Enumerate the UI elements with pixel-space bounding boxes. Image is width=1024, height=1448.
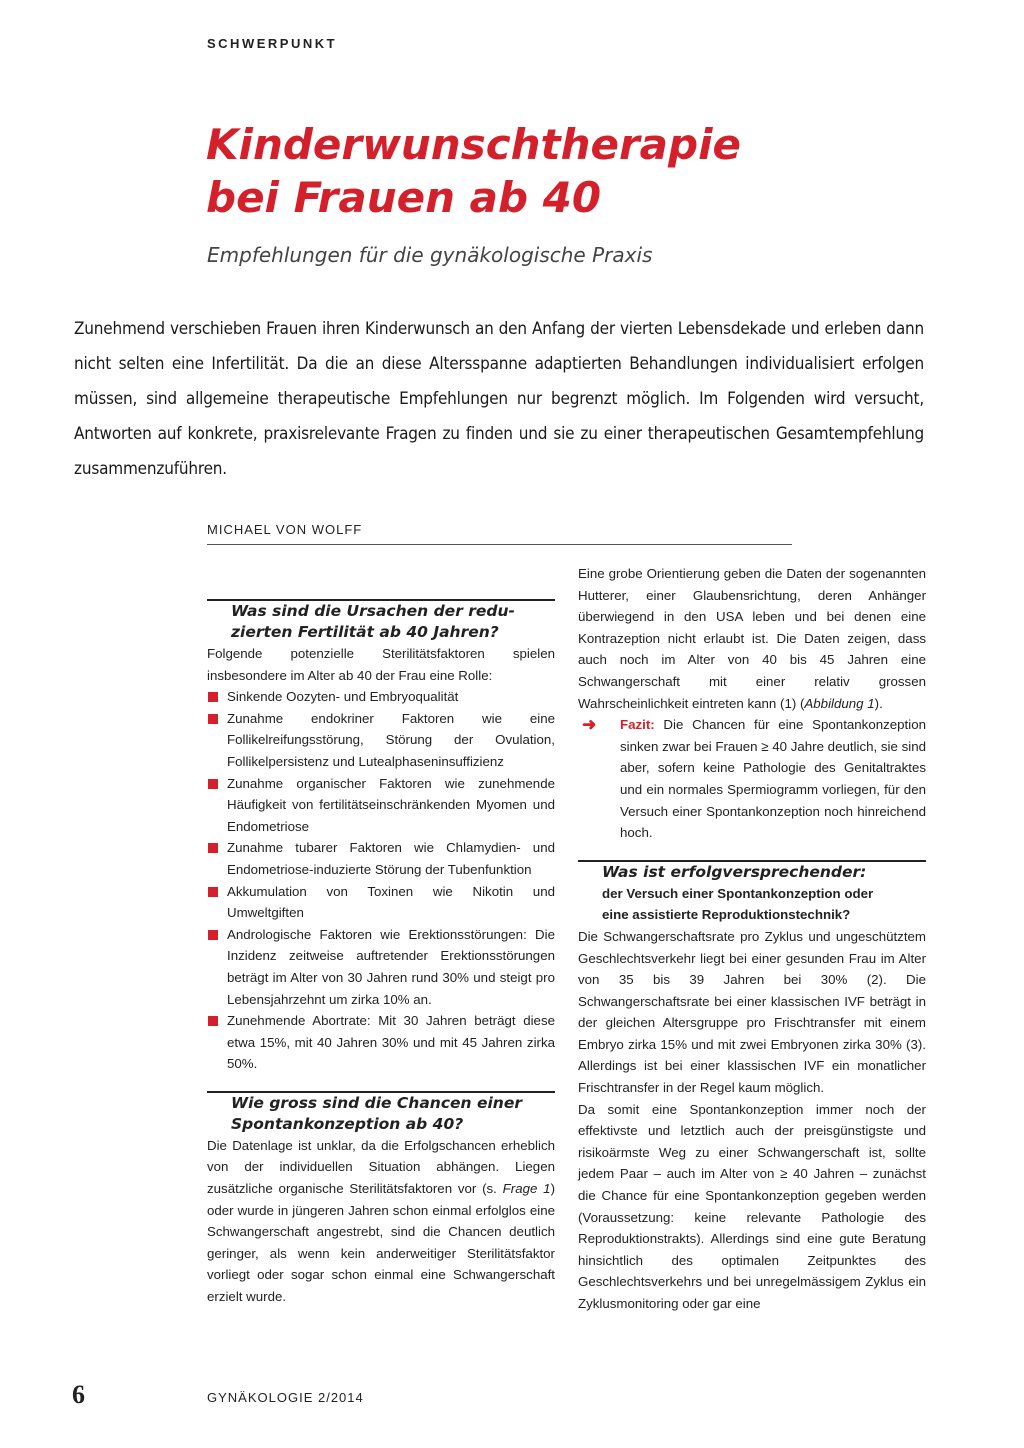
list-item: Akkumulation von Toxinen wie Nikotin und Umweltgiften: [207, 881, 555, 924]
author-divider: [207, 544, 792, 545]
question-heading-2: Wie gross sind die Chancen einer Spontankonzeption ab 40?: [231, 1093, 522, 1133]
left-column: [207, 591, 555, 1308]
bullet-icon: [208, 930, 218, 940]
list-item: Zunehmende Abortrate: Mit 30 Jahren beträgt diese etwa 15%, mit 40 Jahren 30% und mit 45 Jahren zirka 50%.: [207, 1010, 555, 1075]
bullet-icon: [208, 887, 218, 897]
question-3-answer-cont: Da somit eine Spontankonzeption immer noch der effektivste und letztlich auch der preisgünstigste und risikoärmste Weg zu einer Schwangerschaft ist, sollte jedem Paar – auch im Alter von ≥ 40 Jahren – zunächst die Chance für eine Spontankonzeption gegeben werden (Voraussetzung: keine relevante Pathologie des Reproduktionstrakts). Allerdings sind eine gute Beratung hinsichtlich des optimalen Zeitpunktes des Geschlechtsverkehrs und bei unregelmässigem Zyklus ein Zyklusmonitoring oder gar eine: [578, 1101, 926, 1311]
article-subtitle: Empfehlungen für die gynäkologische Praxis: [207, 243, 653, 267]
right-column: [578, 563, 926, 1315]
question-1-intro: Folgende potenzielle Sterilitätsfaktoren spielen insbesondere im Alter ab 40 der Frau eine Rolle:: [207, 646, 555, 683]
author-byline: MICHAEL VON WOLFF: [207, 522, 363, 537]
arrow-right-icon: ➜: [582, 715, 597, 735]
fazit-label: Fazit:: [620, 717, 655, 733]
question-heading-1: Was sind die Ursachen der redu- zierten Fertilität ab 40 Jahren?: [231, 602, 515, 641]
question-subheading: der Versuch einer Spontankonzeption oder eine assistierte Reproduktionstechnik?: [602, 885, 874, 923]
lead-paragraph: Zunehmend verschieben Frauen ihren Kinderwunsch an den Anfang der vierten Lebensdekade und erleben dann nicht selten eine Infertilität. Da die an diese Altersspanne adaptierten Behandlungen individualisiert erfolgen müssen, sind allgemeine therapeutische Empfehlungen nur begrenzt möglich. Im Folgenden wird versucht, Antworten auf konkrete, praxisrelevante Fragen zu finden und sie zu einer therapeutischen Gesamtempfehlung zusammenzuführen.: [74, 319, 924, 479]
bullet-icon: [208, 779, 218, 789]
title-line-2: bei Frauen ab 40: [206, 173, 602, 222]
section-label: SCHWERPUNKT: [207, 36, 338, 51]
bullet-icon: [208, 843, 218, 853]
bullet-icon: [208, 692, 218, 702]
question-heading-3: Was ist erfolgversprechender:: [602, 862, 867, 881]
bullet-icon: [208, 714, 218, 724]
list-item: Zunahme organischer Faktoren wie zunehmende Häufigkeit von fertilitätseinschränkenden Myomen und Endometriose: [207, 773, 555, 838]
question-3-answer: Die Schwangerschaftsrate pro Zyklus und ungeschütztem Geschlechtsverkehr liegt bei einer gesunden Frau im Alter von 35 bis 39 Jahren bei 30% (2). Die Schwangerschaftsrate bei einer klassischen IVF beträgt in der gleichen Altersgruppe pro Frischtransfer mit einem Embryo zirka 15% und mit zwei Embryonen zirka 30% (3). Allerdings ist bei einer klassischen IVF ein monatlicher Frischtransfer in der Regel kaum möglich.: [578, 928, 926, 1096]
article-title: [206, 118, 906, 224]
question-2-answer: Die Datenlage ist unklar, da die Erfolgschancen erheblich von der individuellen Situation abhängen. Liegen zusätzliche organische Sterilitätsfaktoren vor (s. Frage 1) oder wurde in jüngeren Jahren schon einmal erfolglos eine Schwangerschaft angestrebt, sind die Chancen deutlich geringer, als wenn kein anderweitiger Sterilitätsfaktor vorliegt oder sogar schon einmal eine Schwangerschaft erzielt wurde.: [207, 1137, 555, 1305]
fazit-box: ➜ Fazit: Die Chancen für eine Spontankonzeption sinken zwar bei Frauen ≥ 40 Jahre deutlich, sie sind aber, sofern keine Pathologie des Genitaltraktes und ein normales Spermiogramm vorliegen, für den Versuch einer Spontankonzeption noch hinreichend hoch.: [582, 715, 926, 841]
list-item: Sinkende Oozyten- und Embryoqualität: [207, 686, 555, 708]
list-item: Zunahme endokriner Faktoren wie eine Follikelreifungsstörung, Störung der Ovulation, Follikelpersistenz und Lutealphaseninsuffizienz: [207, 708, 555, 773]
bullet-icon: [208, 1016, 218, 1026]
title-line-1: Kinderwunschtherapie: [206, 120, 741, 169]
journal-name: GYNÄKOLOGIE 2/2014: [207, 1390, 364, 1405]
hutterer-paragraph: Eine grobe Orientierung geben die Daten der sogenannten Hutterer, einer Glaubensrichtung, deren Anhänger überwiegend in den USA leben und bei denen eine Kontrazeption nicht erlaubt ist. Die Daten zeigen, dass auch noch im Alter von 40 bis 45 Jahren eine Schwangerschaft mit einer relativ grossen Wahrscheinlichkeit eintreten kann (1) (Abbildung 1).: [578, 566, 926, 711]
list-item: Zunahme tubarer Faktoren wie Chlamydien- und Endometriose-induzierte Störung der Tubenfunktion: [207, 837, 555, 880]
cause-list: [207, 686, 555, 1075]
list-item: Andrologische Faktoren wie Erektionsstörungen: Die Inzidenz zeitweise auftretender Erektionsstörungen beträgt im Alter von 30 Jahren rund 30% und steigt pro Lebensjahrzehnt um zirka 10% an.: [207, 924, 555, 1010]
page-number: 6: [72, 1380, 85, 1409]
